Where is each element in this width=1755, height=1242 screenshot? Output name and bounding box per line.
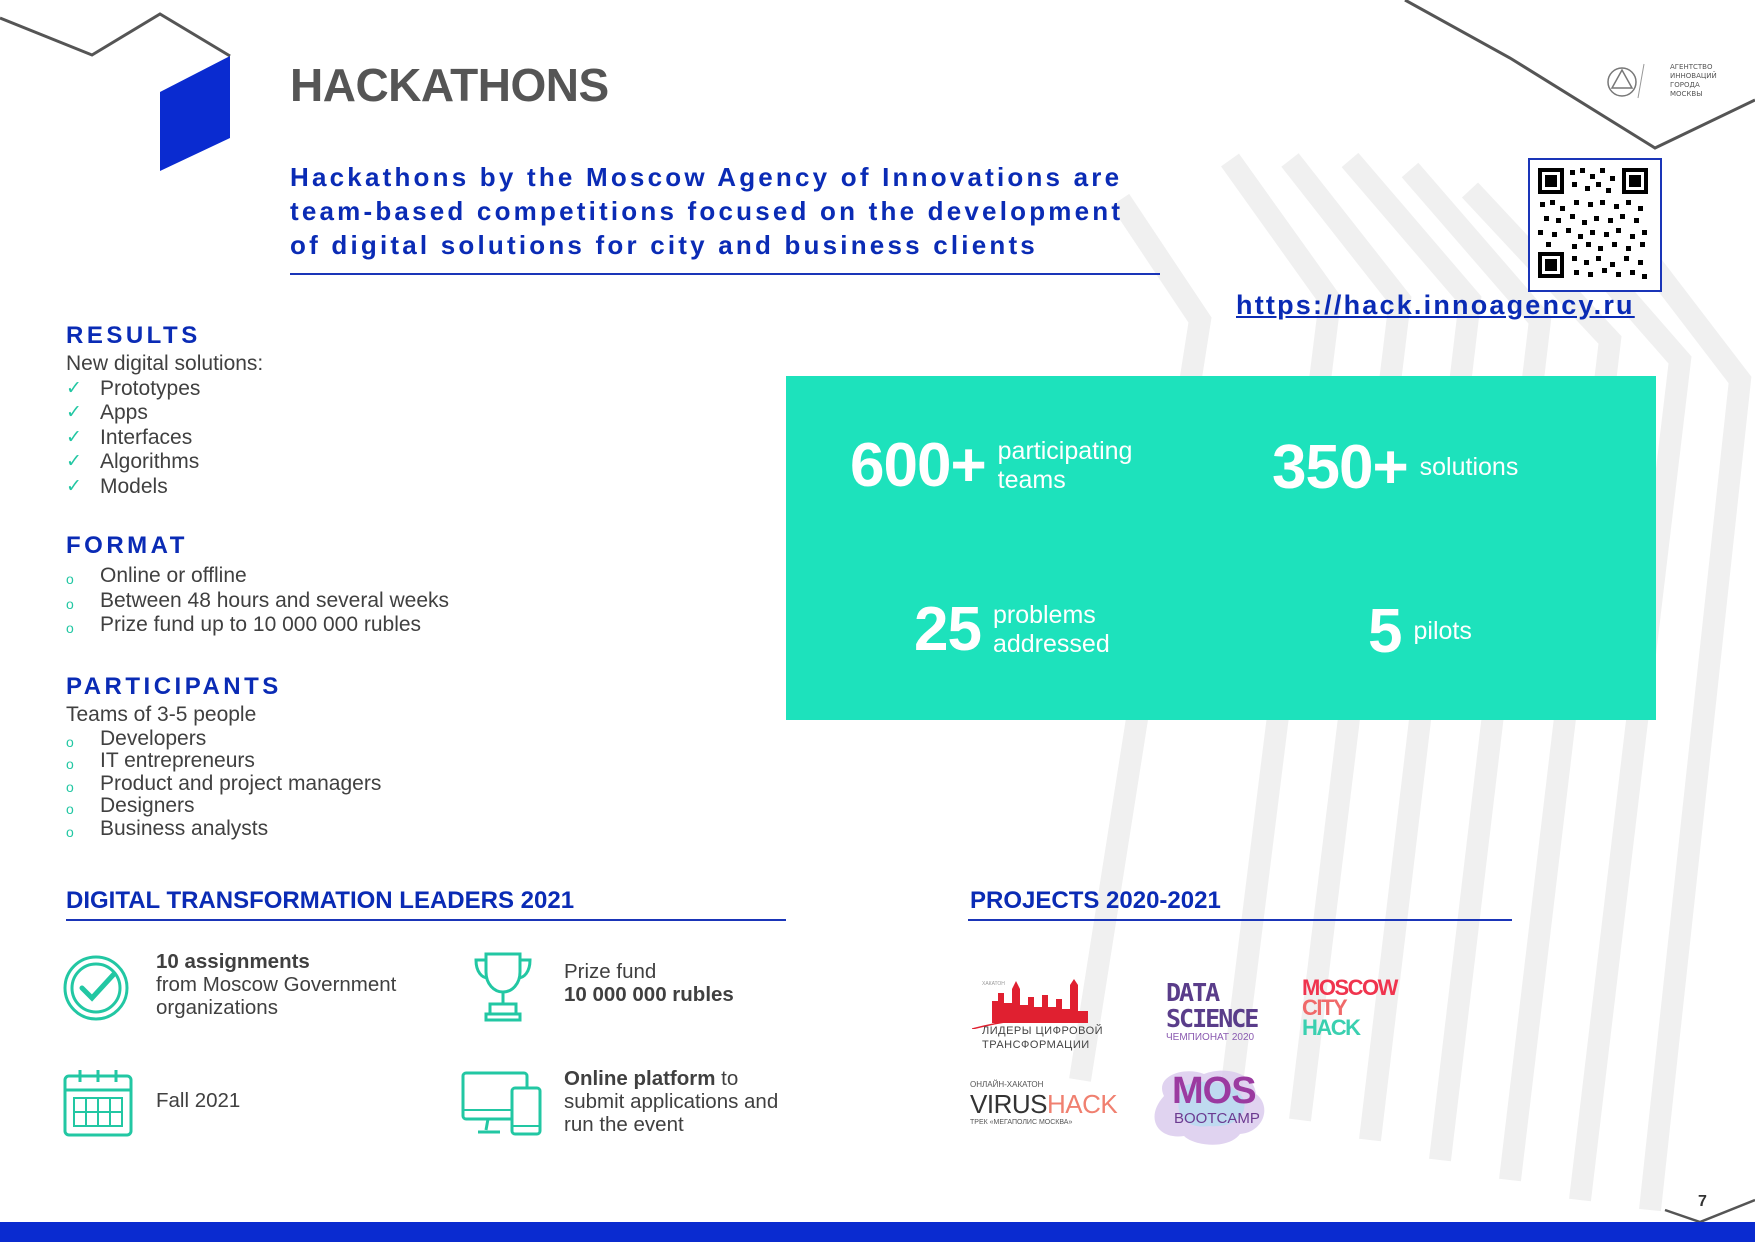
stats-panel bbox=[786, 376, 1656, 720]
list-item: o IT entrepreneurs bbox=[66, 750, 666, 773]
intro-divider bbox=[290, 273, 1160, 275]
checkmark-circle-icon bbox=[62, 954, 130, 1022]
stat-number: 5 bbox=[1368, 596, 1402, 666]
list-item: o Between 48 hours and several weeks bbox=[66, 589, 666, 614]
circle-bullet-icon: o bbox=[66, 801, 74, 817]
projects-heading: PROJECTS 2020-2021 bbox=[970, 887, 1221, 914]
calendar-icon bbox=[62, 1068, 134, 1138]
circle-bullet-icon: o bbox=[66, 620, 74, 636]
data-science-logo: DATA SCIENCE ЧЕМПИОНАТ 2020 bbox=[1166, 978, 1258, 1043]
stat-number: 600+ bbox=[850, 431, 986, 500]
list-item: o Prize fund up to 10 000 000 rubles bbox=[66, 613, 666, 638]
agency-logo bbox=[1600, 60, 1720, 110]
stat-number: 350+ bbox=[1272, 432, 1408, 502]
circle-bullet-icon: o bbox=[66, 756, 74, 772]
page-number: 7 bbox=[1698, 1193, 1707, 1210]
results-section bbox=[66, 322, 666, 499]
circle-bullet-icon: o bbox=[66, 778, 74, 795]
results-heading: RESULTS bbox=[66, 322, 201, 349]
stat-problems bbox=[914, 594, 1110, 665]
results-intro: New digital solutions: bbox=[66, 352, 264, 375]
stat-label: solutions bbox=[1419, 452, 1519, 481]
list-item: o Designers bbox=[66, 795, 666, 818]
qr-code bbox=[1528, 158, 1662, 292]
virushack-logo: ОНЛАЙН-ХАКАТОН VIRUSHACK ТРЕК «МЕГАПОЛИС МОСКВА» bbox=[970, 1080, 1118, 1126]
participants-intro: Teams of 3-5 people bbox=[66, 703, 257, 726]
list-item: ✓ Models bbox=[66, 474, 168, 498]
season-text: Fall 2021 bbox=[156, 1089, 241, 1112]
list-item: ✓ Prototypes bbox=[66, 376, 201, 400]
circle-bullet-icon: o bbox=[66, 823, 74, 840]
prize-text: Prize fund 10 000 000 rubles bbox=[564, 960, 734, 1006]
stat-label: problems addressed bbox=[992, 600, 1110, 658]
stat-solutions bbox=[1272, 430, 1518, 504]
coat-of-arms-icon bbox=[1600, 60, 1660, 102]
logo-text: АГЕНТСТВО ИННОВАЦИЙ ГОРОДА МОСКВЫ bbox=[1670, 63, 1717, 98]
trophy-icon bbox=[472, 950, 534, 1022]
page-title: HACKATHONS bbox=[290, 59, 609, 111]
list-item: o Developers bbox=[66, 728, 666, 751]
results-list bbox=[66, 377, 666, 500]
format-section bbox=[66, 532, 666, 638]
stat-pilots bbox=[1368, 594, 1472, 668]
list-item: ✓ Apps bbox=[66, 401, 148, 424]
format-heading: FORMAT bbox=[66, 532, 188, 559]
leaders-digital-transformation-logo: ХАКАТОН ЛИДЕРЫ ЦИФРОВОЙ ТРАНСФОРМАЦИИ bbox=[972, 975, 1122, 1055]
leaders-divider bbox=[66, 919, 786, 921]
circle-bullet-icon: o bbox=[66, 595, 74, 612]
city-skyline-icon bbox=[972, 979, 1092, 1029]
circle-bullet-icon: o bbox=[66, 571, 74, 587]
stat-label: participating teams bbox=[997, 436, 1133, 494]
circle-bullet-icon: o bbox=[66, 733, 74, 750]
moscow-city-hack-logo: MOSCOW CITY HACK bbox=[1302, 975, 1397, 1040]
footer-bar bbox=[0, 1222, 1755, 1242]
projects-divider bbox=[968, 919, 1512, 921]
website-link[interactable]: https://hack.innoagency.ru bbox=[1236, 290, 1635, 320]
list-item: o Product and project managers bbox=[66, 773, 666, 796]
participants-section bbox=[66, 673, 666, 840]
intro-text: Hackathons by the Moscow Agency of Innovations are team-based competitions focused on the development of digital solutions for city and business clients bbox=[290, 162, 1124, 260]
stat-teams bbox=[850, 430, 1132, 501]
check-icon: ✓ bbox=[66, 377, 82, 399]
check-icon: ✓ bbox=[66, 426, 82, 448]
check-icon: ✓ bbox=[66, 451, 82, 472]
list-item: o Online or offline bbox=[66, 564, 666, 589]
list-item: ✓ Algorithms bbox=[66, 450, 200, 473]
participants-list bbox=[66, 728, 666, 841]
qr-code-icon bbox=[1530, 160, 1656, 286]
assignments-text: 10 assignments from Moscow Government organizations bbox=[156, 950, 397, 1019]
stat-label: pilots bbox=[1413, 616, 1472, 645]
devices-icon bbox=[460, 1070, 544, 1138]
format-list bbox=[66, 564, 666, 638]
check-icon: ✓ bbox=[66, 402, 82, 423]
list-item: o Business analysts bbox=[66, 818, 666, 841]
participants-heading: PARTICIPANTS bbox=[66, 673, 282, 700]
mos-bootcamp-logo: MOS BOOTCAMP bbox=[1144, 1066, 1274, 1150]
leaders-heading: DIGITAL TRANSFORMATION LEADERS 2021 bbox=[66, 887, 575, 914]
check-icon: ✓ bbox=[66, 475, 82, 497]
platform-text: Online platform to submit applications and run the event bbox=[564, 1067, 779, 1136]
stat-number: 25 bbox=[914, 595, 981, 664]
list-item: ✓ Interfaces bbox=[66, 425, 193, 449]
